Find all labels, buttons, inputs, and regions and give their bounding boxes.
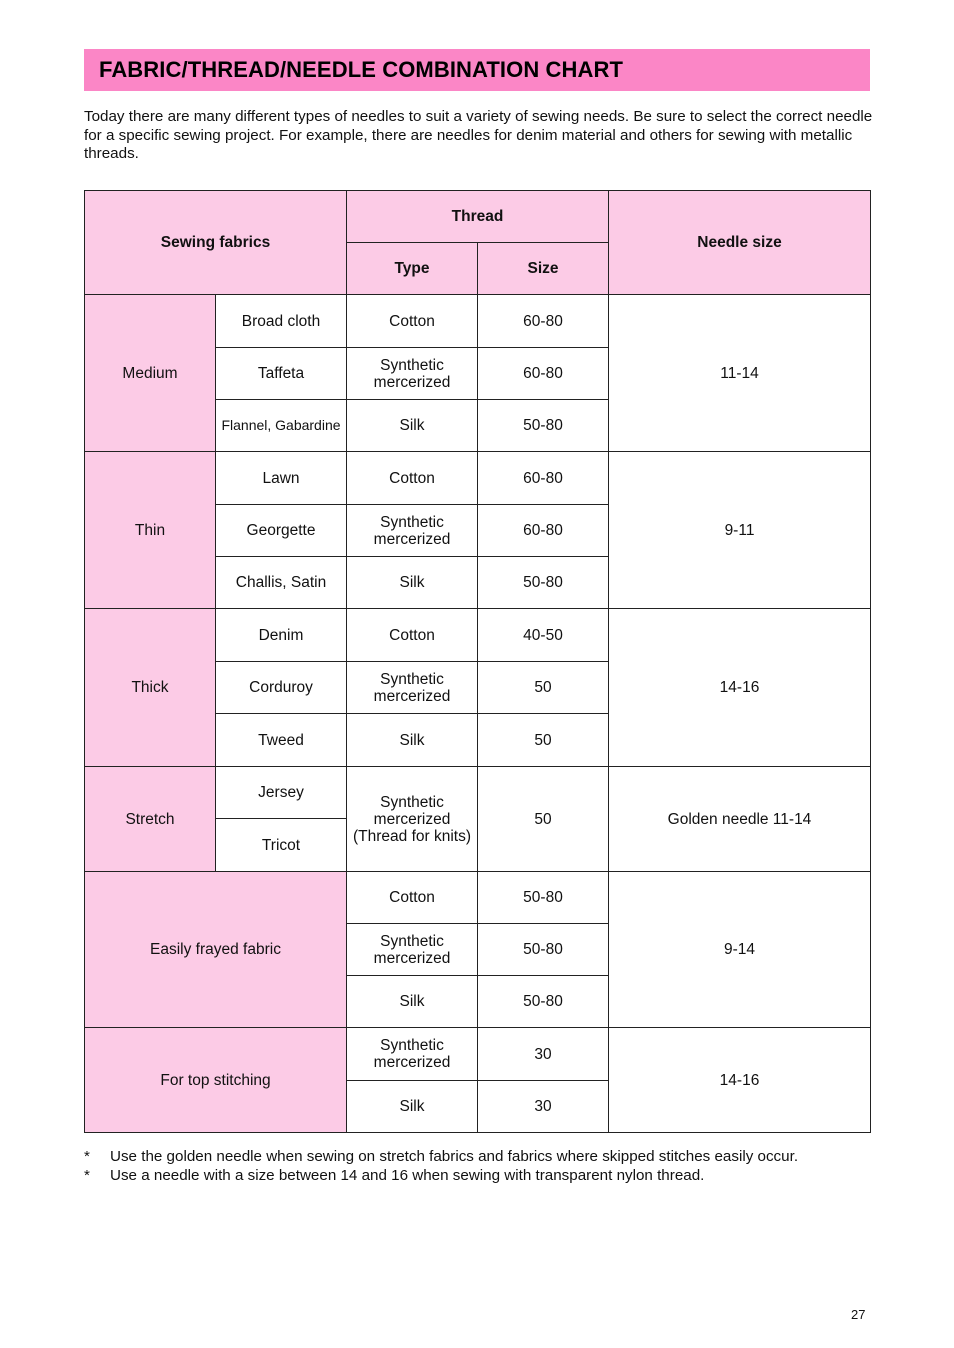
thread-type-cell: Cotton xyxy=(347,295,478,348)
thread-size-cell: 50-80 xyxy=(478,976,609,1028)
thread-size-cell: 30 xyxy=(478,1028,609,1081)
thread-type-cell: Silk xyxy=(347,714,478,767)
header-size: Size xyxy=(478,243,609,295)
thread-type-cell: Synthetic mercerized xyxy=(347,662,478,714)
header-sewing-fabrics: Sewing fabrics xyxy=(85,191,347,295)
thread-type-cell: Synthetic mercerized xyxy=(347,505,478,557)
fabric-cell: Denim xyxy=(216,609,347,662)
category-cell: Thick xyxy=(85,609,216,767)
fabric-cell: Tricot xyxy=(216,819,347,872)
thread-type-cell: Cotton xyxy=(347,452,478,505)
thread-size-cell: 50 xyxy=(478,662,609,714)
thread-size-cell: 30 xyxy=(478,1081,609,1133)
thread-size-cell: 50-80 xyxy=(478,872,609,924)
thread-size-cell: 50-80 xyxy=(478,557,609,609)
thread-size-cell: 50-80 xyxy=(478,924,609,976)
needle-size-cell: 9-11 xyxy=(609,452,871,609)
needle-size-cell: 14-16 xyxy=(609,609,871,767)
thread-type-cell: Silk xyxy=(347,557,478,609)
fabric-cell: Georgette xyxy=(216,505,347,557)
table-row xyxy=(85,767,871,819)
needle-size-cell: Golden needle 11-14 xyxy=(609,767,871,872)
fabric-cell: Broad cloth xyxy=(216,295,347,348)
footnote xyxy=(84,1147,884,1166)
header-row xyxy=(85,191,871,243)
thread-size-cell: 60-80 xyxy=(478,295,609,348)
fabric-cell: Flannel, Gabardine xyxy=(216,400,347,452)
title-bar xyxy=(84,49,870,91)
thread-size-cell: 60-80 xyxy=(478,452,609,505)
thread-size-cell: 50 xyxy=(478,714,609,767)
header-needle-size: Needle size xyxy=(609,191,871,295)
footnote-marker: * xyxy=(84,1167,90,1184)
fabric-cell: Lawn xyxy=(216,452,347,505)
footnote-text: Use a needle with a size between 14 and 16 when sewing with transparent nylon thread. xyxy=(110,1167,705,1184)
fabric-cell: Challis, Satin xyxy=(216,557,347,609)
thread-size-cell: 60-80 xyxy=(478,348,609,400)
fabric-cell: Tweed xyxy=(216,714,347,767)
fabric-cell: Corduroy xyxy=(216,662,347,714)
category-cell: For top stitching xyxy=(85,1028,347,1133)
thread-type-cell: Cotton xyxy=(347,872,478,924)
thread-type-cell: Cotton xyxy=(347,609,478,662)
footnote-marker: * xyxy=(84,1148,90,1165)
fabric-cell: Jersey xyxy=(216,767,347,819)
category-cell: Thin xyxy=(85,452,216,609)
intro-paragraph: Today there are many different types of needles to suit a variety of sewing needs. Be sure to select the correct needle for a specific sewing project. For example, there are needles for denim material and others for sewing with metallic threads. xyxy=(84,108,873,163)
category-cell: Medium xyxy=(85,295,216,452)
footnote-text: Use the golden needle when sewing on stretch fabrics and fabrics where skipped stitches easily occur. xyxy=(110,1148,799,1165)
needle-size-cell: 14-16 xyxy=(609,1028,871,1133)
table-row xyxy=(85,452,871,505)
thread-size-cell: 40-50 xyxy=(478,609,609,662)
table-row xyxy=(85,872,871,924)
thread-type-cell: Silk xyxy=(347,976,478,1028)
thread-type-cell: Synthetic mercerized xyxy=(347,924,478,976)
thread-type-cell: Silk xyxy=(347,1081,478,1133)
thread-type-cell: Synthetic mercerized (Thread for knits) xyxy=(347,767,478,872)
thread-type-cell: Synthetic mercerized xyxy=(347,1028,478,1081)
needle-size-cell: 9-14 xyxy=(609,872,871,1028)
combination-chart-table xyxy=(84,190,871,1133)
category-cell: Easily frayed fabric xyxy=(85,872,347,1028)
footnote xyxy=(84,1166,884,1185)
category-cell: Stretch xyxy=(85,767,216,872)
footnotes xyxy=(84,1147,884,1185)
page-title: FABRIC/THREAD/NEEDLE COMBINATION CHART xyxy=(99,57,624,82)
page-number: 27 xyxy=(851,1307,866,1322)
thread-type-cell: Silk xyxy=(347,400,478,452)
table-row xyxy=(85,1028,871,1081)
table-row xyxy=(85,609,871,662)
thread-size-cell: 50-80 xyxy=(478,400,609,452)
needle-size-cell: 11-14 xyxy=(609,295,871,452)
thread-size-cell: 60-80 xyxy=(478,505,609,557)
thread-type-cell: Synthetic mercerized xyxy=(347,348,478,400)
fabric-cell: Taffeta xyxy=(216,348,347,400)
header-thread: Thread xyxy=(347,191,609,243)
thread-size-cell: 50 xyxy=(478,767,609,872)
table-row xyxy=(85,295,871,348)
header-type: Type xyxy=(347,243,478,295)
